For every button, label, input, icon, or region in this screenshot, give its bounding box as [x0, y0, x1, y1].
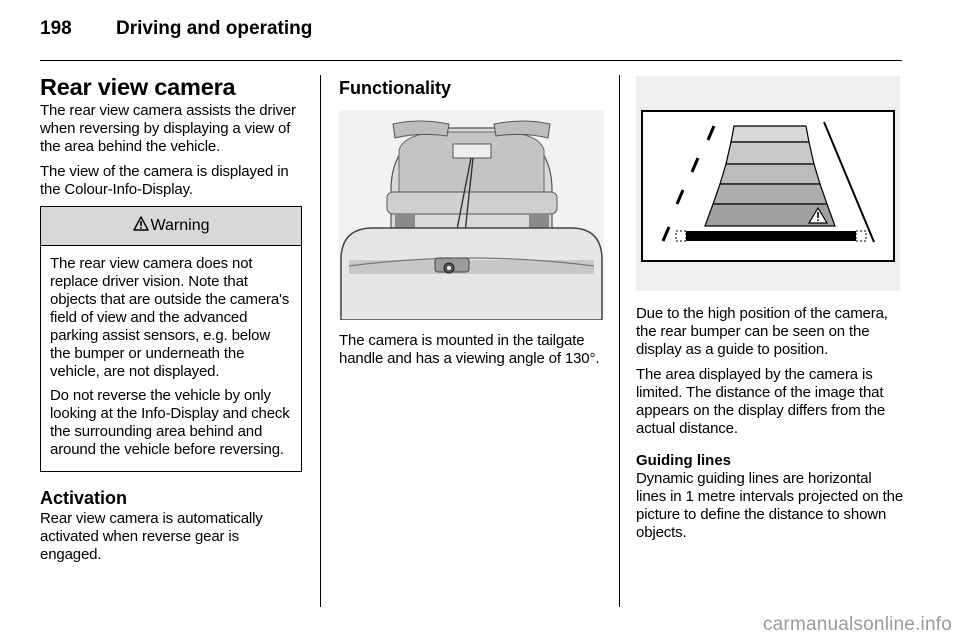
tailgate-camera-illustration	[339, 110, 604, 320]
guiding-lines-section	[636, 452, 904, 542]
section-title: Driving and operating	[116, 18, 313, 39]
camera-mount-caption: The camera is mounted in the tailgate handle and has a viewing angle of 130°.	[339, 332, 600, 367]
high-position-paragraph: Due to the high position of the camera, the rear bumper can be seen on the display as a guide to position.	[636, 305, 888, 358]
page-header	[40, 18, 312, 40]
warning-body	[41, 246, 301, 471]
warning-triangle-icon	[133, 208, 149, 246]
page-number: 198	[40, 18, 72, 39]
rear-view-camera-heading: Rear view camera	[40, 74, 236, 100]
column-2	[339, 72, 604, 375]
intro-paragraph-1: The rear view camera assists the driver when reversing by displaying a view of the area behind the vehicle.	[40, 102, 296, 155]
limited-area-paragraph: The area displayed by the camera is limited. The distance of the image that appears on the display differs from the actual distance.	[636, 366, 886, 437]
column-1	[40, 72, 304, 571]
warning-paragraph-1: The rear view camera does not replace driver vision. Note that objects that are outside the camera's field of view and the advanced parking assist sensors, e.g. below the bumper or underneath the vehicle, are not displayed.	[50, 255, 290, 380]
watermark: carmanualsonline.info	[762, 614, 952, 635]
column-divider-1	[320, 75, 321, 607]
column-3	[636, 72, 904, 549]
warning-box	[40, 206, 302, 472]
column-divider-2	[619, 75, 620, 607]
intro-paragraph-2: The view of the camera is displayed in the Colour-Info-Display.	[40, 163, 289, 198]
warning-header	[41, 207, 301, 246]
functionality-heading: Functionality	[339, 78, 451, 98]
activation-heading: Activation	[40, 488, 128, 508]
guiding-lines-text: Dynamic guiding lines are horizontal lines in 1 metre intervals projected on the picture to define the distance to shown objects.	[636, 470, 904, 541]
header-rule	[40, 60, 902, 61]
warning-label: Warning	[150, 217, 210, 234]
activation-section	[40, 486, 304, 564]
activation-text: Rear view camera is automatically activated when reverse gear is engaged.	[40, 510, 263, 563]
warning-paragraph-2: Do not reverse the vehicle by only looking at the Info-Display and check the surrounding area behind and around the vehicle before reversing.	[50, 387, 290, 458]
guiding-lines-heading: Guiding lines	[636, 452, 732, 469]
guiding-lines-display-illustration	[636, 76, 900, 291]
